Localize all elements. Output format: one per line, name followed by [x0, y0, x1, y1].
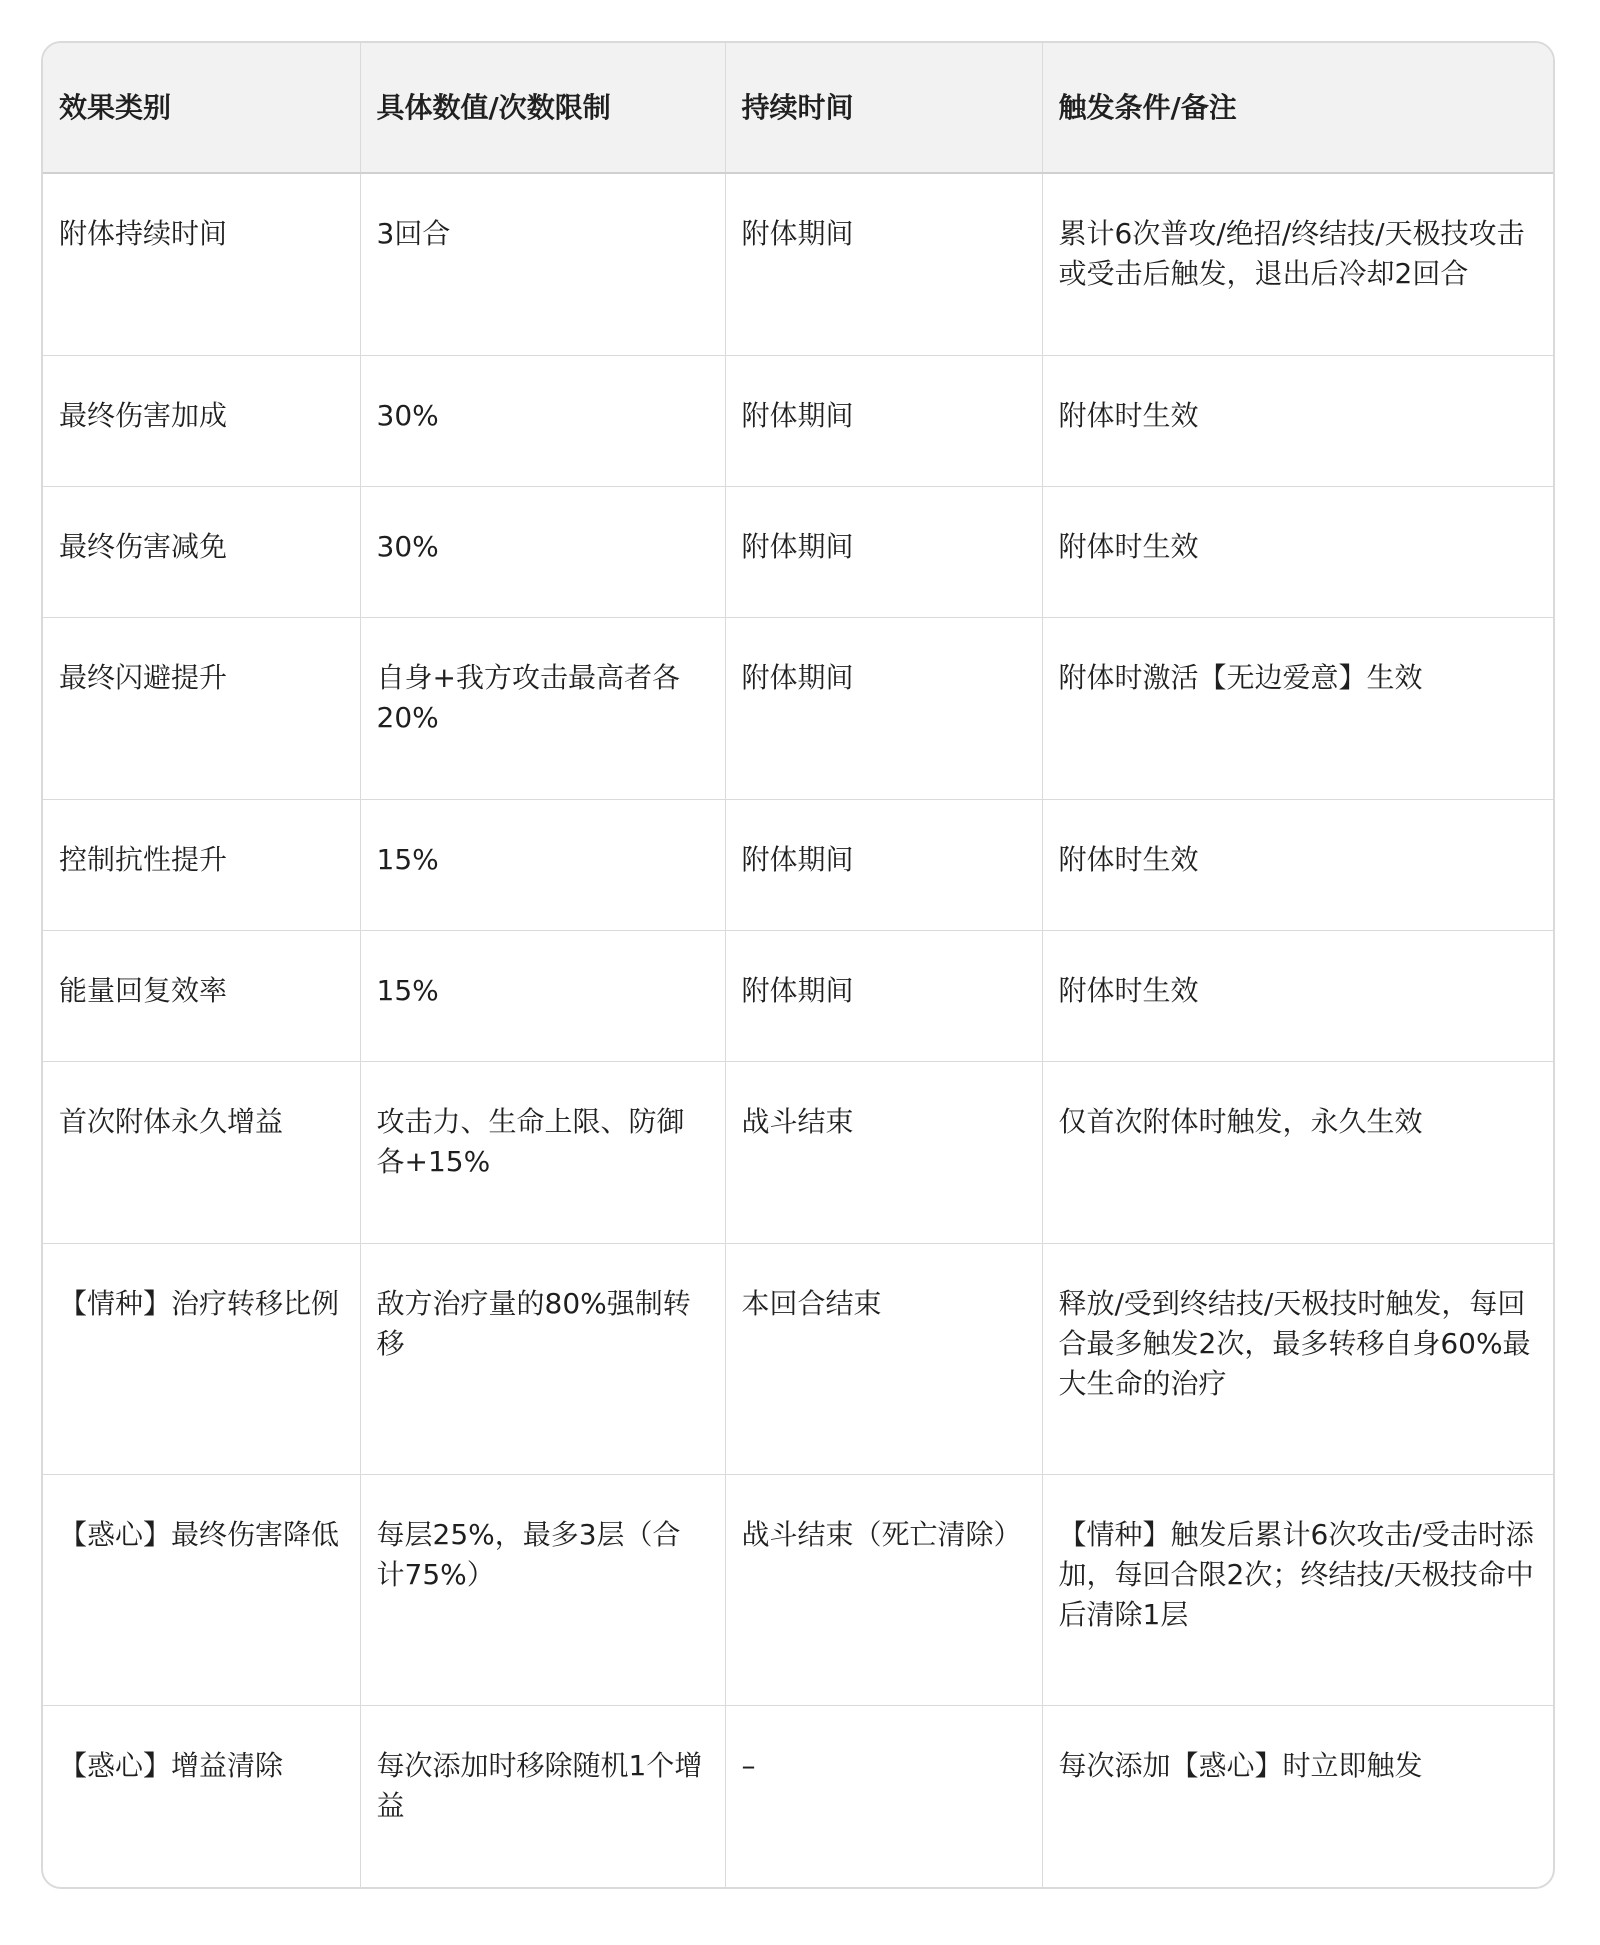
- cell-value-limit: 30%: [360, 486, 725, 617]
- table-row: [43, 173, 1553, 355]
- table-row: [43, 1061, 1553, 1243]
- cell-trigger-notes: 附体时生效: [1042, 930, 1553, 1061]
- cell-trigger-notes: 仅首次附体时触发，永久生效: [1042, 1061, 1553, 1243]
- cell-duration: 附体期间: [725, 355, 1042, 486]
- table-row: [43, 486, 1553, 617]
- cell-value-limit: 15%: [360, 799, 725, 930]
- cell-trigger-notes: 释放/受到终结技/天极技时触发，每回合最多触发2次，最多转移自身60%最大生命的治疗: [1042, 1243, 1553, 1474]
- header-trigger-notes: 触发条件/备注: [1042, 43, 1553, 173]
- cell-effect-category: 最终伤害减免: [43, 486, 360, 617]
- cell-duration: 附体期间: [725, 930, 1042, 1061]
- table-row: [43, 617, 1553, 799]
- cell-duration: 战斗结束: [725, 1061, 1042, 1243]
- cell-effect-category: 附体持续时间: [43, 173, 360, 355]
- cell-effect-category: 【惑心】最终伤害降低: [43, 1474, 360, 1705]
- cell-duration: 本回合结束: [725, 1243, 1042, 1474]
- cell-effect-category: 首次附体永久增益: [43, 1061, 360, 1243]
- cell-effect-category: 控制抗性提升: [43, 799, 360, 930]
- cell-effect-category: 【情种】治疗转移比例: [43, 1243, 360, 1474]
- table-row: [43, 930, 1553, 1061]
- header-effect-category: 效果类别: [43, 43, 360, 173]
- cell-effect-category: 能量回复效率: [43, 930, 360, 1061]
- cell-value-limit: 敌方治疗量的80%强制转移: [360, 1243, 725, 1474]
- table-row: [43, 355, 1553, 486]
- cell-trigger-notes: 附体时激活【无边爱意】生效: [1042, 617, 1553, 799]
- cell-duration: 附体期间: [725, 617, 1042, 799]
- cell-duration: 附体期间: [725, 486, 1042, 617]
- table-row: [43, 799, 1553, 930]
- header-duration: 持续时间: [725, 43, 1042, 173]
- cell-trigger-notes: 附体时生效: [1042, 799, 1553, 930]
- cell-value-limit: 每层25%，最多3层（合计75%）: [360, 1474, 725, 1705]
- cell-duration: 战斗结束（死亡清除）: [725, 1474, 1042, 1705]
- table-row: [43, 1243, 1553, 1474]
- table-header-row: [43, 43, 1553, 173]
- cell-value-limit: 15%: [360, 930, 725, 1061]
- cell-effect-category: 最终伤害加成: [43, 355, 360, 486]
- cell-trigger-notes: 附体时生效: [1042, 486, 1553, 617]
- cell-duration: 附体期间: [725, 799, 1042, 930]
- cell-value-limit: 自身+我方攻击最高者各20%: [360, 617, 725, 799]
- effects-table-card: [41, 41, 1555, 1889]
- cell-value-limit: 30%: [360, 355, 725, 486]
- cell-trigger-notes: 【情种】触发后累计6次攻击/受击时添加，每回合限2次；终结技/天极技命中后清除1层: [1042, 1474, 1553, 1705]
- cell-trigger-notes: 每次添加【惑心】时立即触发: [1058, 1748, 1423, 1782]
- cell-trigger-notes: 累计6次普攻/绝招/终结技/天极技攻击或受击后触发，退出后冷却2回合: [1042, 173, 1553, 355]
- cell-value-limit: 攻击力、生命上限、防御各+15%: [360, 1061, 725, 1243]
- cell-value-limit: 3回合: [360, 173, 725, 355]
- cell-duration: 附体期间: [725, 173, 1042, 355]
- cell-value-limit: 每次添加时移除随机1个增益: [360, 1705, 725, 1887]
- table-row: [43, 1705, 1553, 1887]
- table-row: [43, 1474, 1553, 1705]
- cell-effect-category: 最终闪避提升: [43, 617, 360, 799]
- cell-duration: –: [725, 1705, 1042, 1887]
- effects-table: [43, 43, 1553, 1887]
- cell-effect-category: 【惑心】增益清除: [43, 1705, 360, 1887]
- header-value-limit: 具体数值/次数限制: [360, 43, 725, 173]
- cell-trigger-notes: 附体时生效: [1042, 355, 1553, 486]
